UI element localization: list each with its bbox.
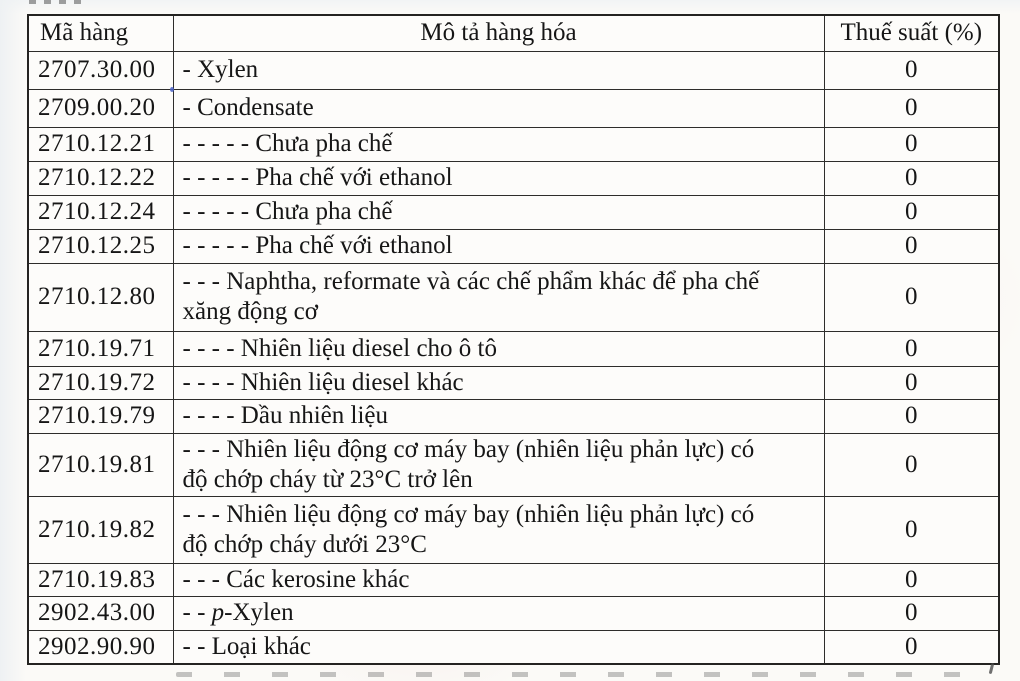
description-line1: - - - - - Chưa pha chế [182, 130, 393, 157]
table-row [28, 229, 999, 263]
hs-code-cell: 2707.30.00 [28, 51, 173, 89]
description-line1: - Xylen [182, 56, 259, 83]
description-cell [173, 399, 824, 433]
description-line1: - - - - Nhiên liệu diesel cho ô tô [182, 334, 497, 362]
tariff-table [27, 14, 1000, 665]
table-row [28, 51, 999, 89]
hs-code-cell: 2902.90.90 [28, 630, 173, 664]
description-line1: - - - Các kerosine khác [182, 565, 410, 593]
table-row [28, 630, 999, 664]
tax-rate-cell: 0 [824, 89, 999, 127]
column-header-code: Mã hàng [28, 15, 173, 51]
description-line2: độ chớp cháy dưới 23°C [182, 530, 427, 558]
tax-rate-cell: 0 [824, 161, 999, 195]
hs-code-cell: 2709.00.20 [28, 89, 173, 127]
table-row [28, 127, 999, 161]
tax-rate-cell: 0 [824, 630, 999, 664]
description-cell [173, 596, 824, 630]
description-line1: - - - - Nhiên liệu diesel khác [182, 368, 464, 396]
hs-code-cell: 2710.12.80 [28, 263, 173, 331]
description-cell [173, 630, 824, 664]
description-cell [173, 331, 824, 366]
hs-code-cell: 2710.19.82 [28, 496, 173, 563]
description-line2: độ chớp cháy từ 23°C trở lên [182, 465, 473, 493]
description-cell [173, 433, 824, 496]
column-header-description: Mô tả hàng hóa [173, 15, 824, 51]
table-row [28, 331, 999, 366]
tax-rate-cell: 0 [824, 195, 999, 229]
table-row [28, 496, 999, 563]
description-cell [173, 366, 824, 399]
table-row [28, 89, 999, 127]
description-cell [173, 563, 824, 596]
hs-code-cell: 2710.12.22 [28, 161, 173, 195]
tax-rate-cell: 0 [824, 229, 999, 263]
tax-rate-cell: 0 [824, 433, 999, 496]
tax-rate-cell: 0 [824, 366, 999, 399]
description-cell [173, 161, 824, 195]
description-cell [173, 89, 824, 127]
description-cell [173, 51, 824, 89]
tax-rate-cell: 0 [824, 563, 999, 596]
description-line1: - - - - - Pha chế với ethanol [182, 164, 453, 191]
hs-code-cell: 2710.19.83 [28, 563, 173, 596]
table-row [28, 195, 999, 229]
description-cell [173, 496, 824, 563]
scan-speck [170, 87, 174, 92]
description-italic: p [211, 599, 225, 626]
hs-code-cell: 2710.19.79 [28, 399, 173, 433]
tax-rate-cell: 0 [824, 496, 999, 563]
table-row [28, 596, 999, 630]
hs-code-cell: 2710.12.24 [28, 195, 173, 229]
description-cell [173, 127, 824, 161]
hs-code-cell: 2710.12.21 [28, 127, 173, 161]
table-row [28, 563, 999, 596]
hs-code-cell: 2710.19.72 [28, 366, 173, 399]
clipped-text-fragment-bottom [176, 672, 988, 677]
tax-rate-cell: 0 [824, 399, 999, 433]
description-line1: - - - Nhiên liệu động cơ máy bay (nhiên liệu phản lực) có [182, 435, 755, 463]
tax-rate-cell: 0 [824, 263, 999, 331]
description-line1: - - - - - Chưa pha chế [182, 198, 393, 225]
hs-code-cell: 2710.12.25 [28, 229, 173, 263]
table-row [28, 161, 999, 195]
hs-code-cell: 2710.19.71 [28, 331, 173, 366]
description-cell [173, 229, 824, 263]
tax-rate-cell: 0 [824, 51, 999, 89]
table-header-row [28, 15, 999, 51]
table-row [28, 263, 999, 331]
hs-code-cell: 2902.43.00 [28, 596, 173, 630]
description-line1: - - - Naphtha, reformate và các chế phẩm khác để pha chế [182, 268, 760, 295]
description-line1: - - Loại khác [182, 632, 311, 660]
column-header-rate: Thuế suất (%) [824, 15, 999, 51]
tax-rate-cell: 0 [824, 331, 999, 366]
description-line1: - - - - - Pha chế với ethanol [182, 232, 453, 259]
tax-rate-cell: 0 [824, 127, 999, 161]
description-line2: xăng động cơ [182, 298, 318, 325]
description-line1: - - - - Dầu nhiên liệu [182, 402, 388, 429]
table-row [28, 433, 999, 496]
description-cell [173, 195, 824, 229]
hs-code-cell: 2710.19.81 [28, 433, 173, 496]
table-row [28, 399, 999, 433]
description-line1: - Condensate [182, 94, 314, 121]
clipped-text-fragment-top [29, 0, 87, 4]
description-cell [173, 263, 824, 331]
table-row [28, 366, 999, 399]
scan-tick-mark [989, 663, 995, 674]
description-line1: - - - Nhiên liệu động cơ máy bay (nhiên liệu phản lực) có [182, 500, 755, 528]
description-line1: - - p-Xylen [182, 599, 294, 626]
tax-rate-cell: 0 [824, 596, 999, 630]
